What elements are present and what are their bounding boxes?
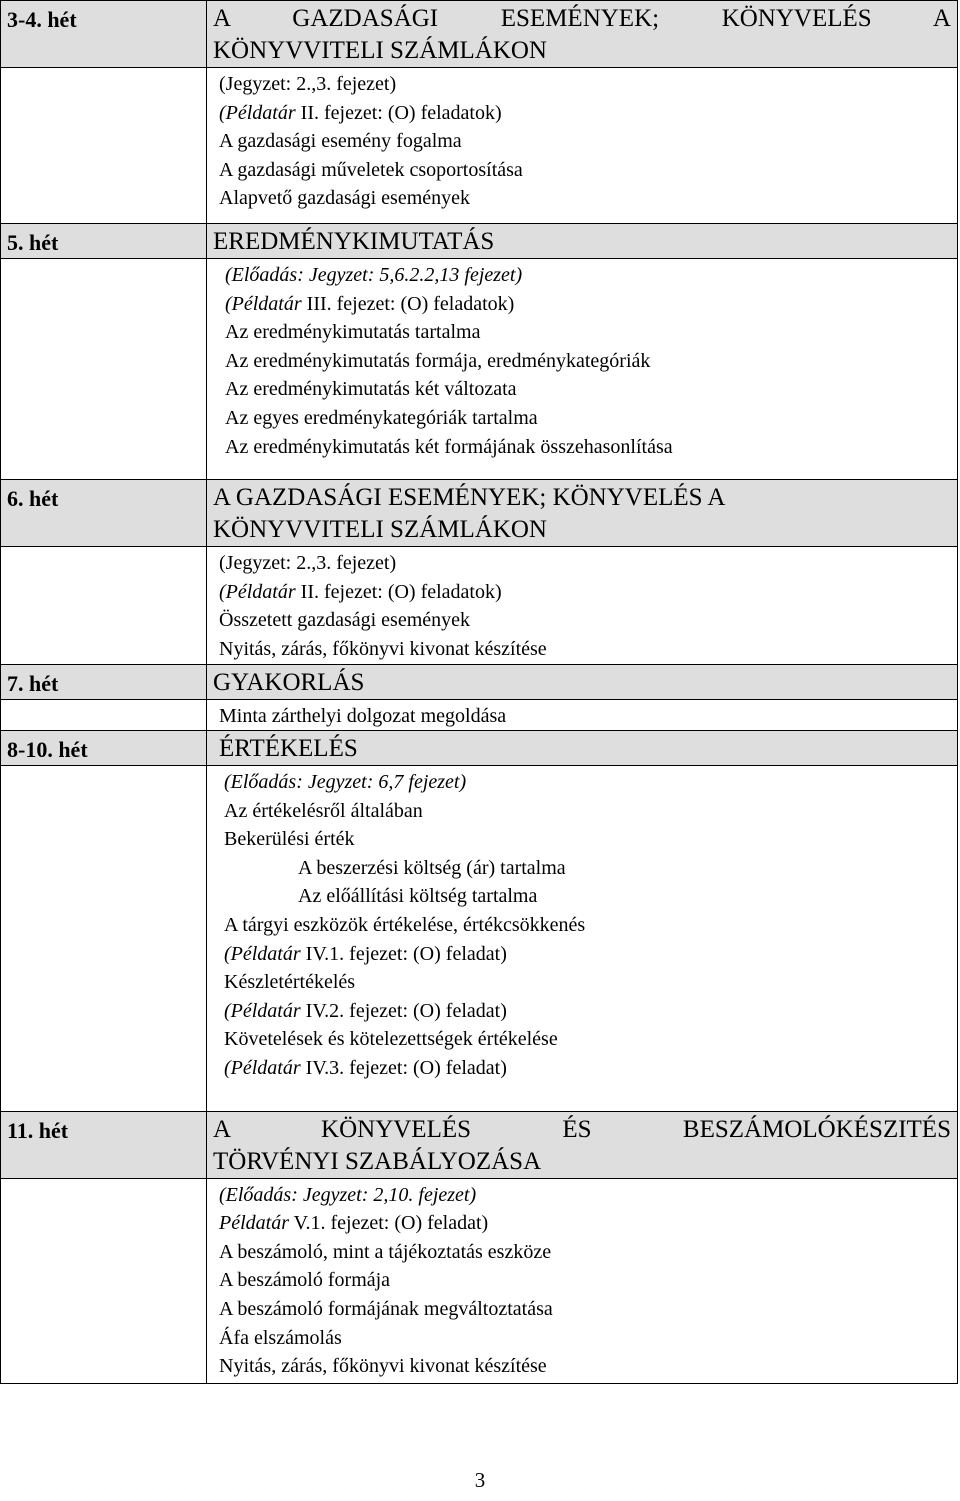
section-body	[1, 258, 958, 479]
section-content	[207, 1178, 958, 1383]
ref-line: (Példatár IV.2. fejezet: (O) feladat)	[224, 999, 507, 1022]
week-label: 6. hét	[1, 480, 207, 547]
section-body	[1, 699, 958, 731]
section-title-line2: KÖNYVVITELI SZÁMLÁKON	[213, 516, 547, 544]
section-title-line1: A KÖNYVELÉS ÉS BESZÁMOLÓKÉSZITÉS	[213, 1115, 951, 1143]
page-number: 3	[474, 1468, 486, 1492]
section-title-line2: TÖRVÉNYI SZABÁLYOZÁSA	[213, 1147, 542, 1175]
topic-line: A gazdasági műveletek csoportosítása	[219, 158, 523, 181]
topic-line: A beszámoló formájának megváltoztatása	[219, 1298, 553, 1320]
week-label: 7. hét	[1, 664, 207, 699]
section-title	[207, 1, 958, 68]
week-label: 5. hét	[1, 223, 207, 258]
topic-line: Nyitás, zárás, főkönyvi kivonat készítése	[219, 637, 547, 660]
section-content	[207, 258, 958, 479]
section-content	[207, 547, 958, 664]
topic-line: Minta zárthelyi dolgozat megoldása	[219, 704, 507, 727]
section-content	[207, 766, 958, 1112]
topic-line: A beszámoló formája	[219, 1269, 391, 1292]
section-header	[1, 1111, 958, 1178]
section-header	[1, 731, 958, 766]
topic-line: Összetett gazdasági események	[219, 609, 471, 632]
ref-line: (Előadás: Jegyzet: 5,6.2.2,13 fejezet)	[225, 263, 523, 286]
topic-line: Követelések és kötelezettségek értékelése	[224, 1028, 558, 1051]
ref-line: (Példatár IV.1. fejezet: (O) feladat)	[224, 942, 507, 965]
week-label: 8-10. hét	[1, 731, 207, 766]
ref-line: (Példatár III. fejezet: (O) feladatok)	[225, 292, 515, 315]
ref-line: (Példatár II. fejezet: (O) feladatok)	[219, 101, 502, 124]
section-header	[1, 1, 958, 68]
topic-line: Az eredménykimutatás formája, eredménykategóriák	[225, 349, 651, 372]
section-title-line1: A GAZDASÁGI ESEMÉNYEK; KÖNYVELÉS A	[213, 5, 951, 32]
topic-line: Alapvető gazdasági események	[219, 187, 471, 210]
section-content	[207, 68, 958, 224]
topic-line: Nyitás, zárás, főkönyvi kivonat készítése	[219, 1355, 547, 1378]
topic-line: Az eredménykimutatás két formájának összehasonlítása	[225, 435, 673, 458]
topic-line: A tárgyi eszközök értékelése, értékcsökkenés	[224, 914, 586, 937]
topic-line: Az egyes eredménykategóriák tartalma	[225, 406, 538, 429]
section-title	[207, 1111, 958, 1178]
section-content	[207, 699, 958, 731]
section-title	[207, 480, 958, 547]
topic-line: Készletértékelés	[224, 971, 356, 994]
section-header	[1, 223, 958, 258]
section-title-line1: A GAZDASÁGI ESEMÉNYEK; KÖNYVELÉS A	[213, 484, 726, 512]
ref-line: (Jegyzet: 2.,3. fejezet)	[219, 552, 397, 575]
topic-line: A beszámoló, mint a tájékoztatás eszköze	[219, 1240, 552, 1263]
ref-line: (Előadás: Jegyzet: 2,10. fejezet)	[219, 1183, 477, 1206]
topic-line: Az eredménykimutatás tartalma	[225, 321, 481, 344]
section-title-line2: KÖNYVVITELI SZÁMLÁKON	[213, 37, 547, 64]
section-body	[1, 1178, 958, 1383]
section-body	[1, 68, 958, 224]
section-title: ÉRTÉKELÉS	[207, 731, 958, 766]
section-header	[1, 480, 958, 547]
topic-line: Áfa elszámolás	[219, 1326, 342, 1349]
ref-line: Példatár V.1. fejezet: (O) feladat)	[219, 1212, 489, 1235]
topic-line: Az értékelésről általában	[224, 799, 423, 822]
section-title: EREDMÉNYKIMUTATÁS	[207, 223, 958, 258]
ref-line: (Példatár II. fejezet: (O) feladatok)	[219, 580, 502, 603]
topic-line: A gazdasági esemény fogalma	[219, 130, 462, 153]
topic-line: Bekerülési érték	[224, 828, 355, 851]
week-label: 11. hét	[1, 1111, 207, 1178]
ref-line: (Példatár IV.3. fejezet: (O) feladat)	[224, 1057, 507, 1080]
section-body	[1, 766, 958, 1112]
section-header	[1, 664, 958, 699]
subtopic-line: Az előállítási költség tartalma	[298, 885, 538, 908]
topic-line: Az eredménykimutatás két változata	[225, 378, 517, 401]
week-label: 3-4. hét	[1, 1, 207, 68]
subtopic-line: A beszerzési költség (ár) tartalma	[298, 856, 566, 879]
ref-line: (Jegyzet: 2.,3. fejezet)	[219, 73, 397, 95]
ref-line: (Előadás: Jegyzet: 6,7 fejezet)	[224, 771, 467, 794]
section-title: GYAKORLÁS	[207, 664, 958, 699]
section-body	[1, 547, 958, 664]
